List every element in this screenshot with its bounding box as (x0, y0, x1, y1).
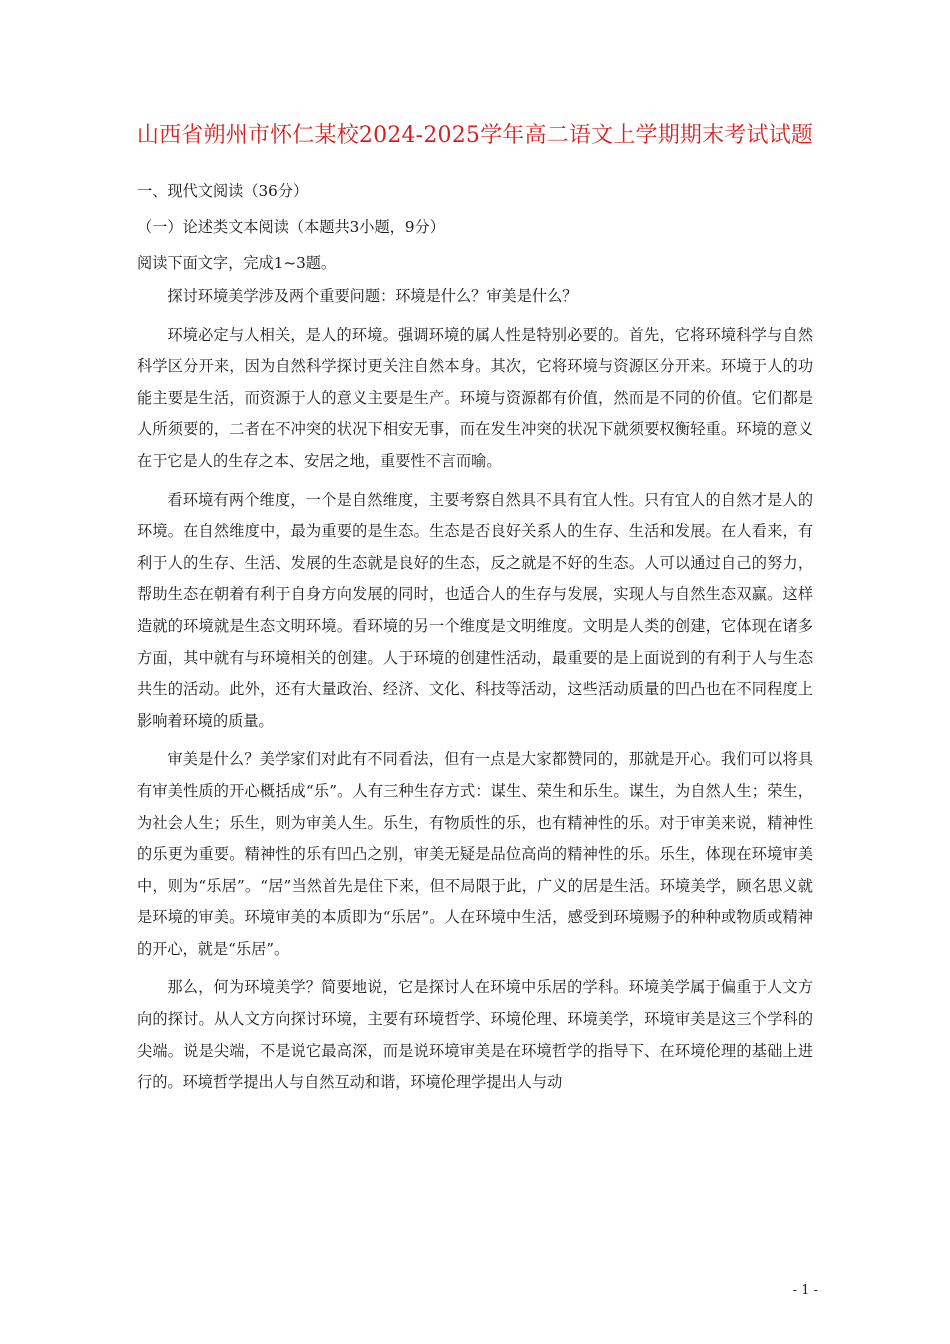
document-title: 山西省朔州市怀仁某校2024-2025学年高二语文上学期期末考试试题 (136, 123, 814, 148)
paragraph: 看环境有两个维度，一个是自然维度，主要考察自然具不具有宜人性。只有宜人的自然才是人的环境。在自然维度中，最为重要的是生态。生态是否良好关系人的生存、生活和发展。在人看来，有利于人的生存、生活、发展的生态就是良好的生态，反之就是不好的生态。人可以通过自己的努力，帮助生态在朝着有利于自身方向发展的同时，也适合人的生存与发展，实现人与自然生态双赢。这样造就的环境就是生态文明环境。看环境的另一个维度是文明维度。文明是人类的创建，它体现在诸多方面，其中就有与环境相关的创建。人于环境的创建性活动，最重要的是上面说到的有利于人与生态共生的活动。此外，还有大量政治、经济、文化、科技等活动，这些活动质量的凹凸也在不同程度上影响着环境的质量。 (137, 490, 813, 730)
subsection-heading: （一）论述类文本阅读（本题共3小题，9分） (137, 218, 445, 236)
paragraph: 环境必定与人相关，是人的环境。强调环境的属人性是特别必要的。首先，它将环境科学与自然科学区分开来，因为自然科学探讨更关注自然本身。其次，它将环境与资源区分开来。环境于人的功能主要是生活，而资源于人的意义主要是生产。环境与资源都有价值，然而是不同的价值。它们都是人所须要的，二者在不冲突的状况下相安无事，而在发生冲突的状况下就须要权衡轻重。环境的意义在于它是人的生存之本、安居之地，重要性不言而喻。 (137, 325, 813, 470)
document-body (137, 173, 813, 1099)
paragraph: 那么，何为环境美学？简要地说，它是探讨人在环境中乐居的学科。环境美学属于偏重于人文方向的探讨。从人文方向探讨环境，主要有环境哲学、环境伦理、环境美学，环境审美是这三个学科的尖端。说是尖端，不是说它最高深，而是说环境审美是在环境哲学的指导下、在环境伦理的基础上进行的。环境哲学提出人与自然互动和谐，环境伦理学提出人与动 (137, 978, 813, 1092)
page-number: - 1 - (792, 1283, 818, 1298)
paragraph: 审美是什么？美学家们对此有不同看法，但有一点是大家都赞同的，那就是开心。我们可以将具有审美性质的开心概括成“乐”。人有三种生存方式：谋生、荣生和乐生。谋生，为自然人生；荣生，为社会人生；乐生，则为审美人生。乐生，有物质性的乐，也有精神性的乐。对于审美来说，精神性的乐更为重要。精神性的乐有凹凸之别，审美无疑是品位高尚的精神性的乐。乐生，体现在环境审美中，则为“乐居”。“居”当然首先是住下来，但不局限于此，广义的居是生活。环境美学，顾名思义就是环境的审美。环境审美的本质即为“乐居”。人在环境中生活，感受到环境赐予的种种或物质或精神的开心，就是“乐居”。 (137, 750, 813, 958)
section-heading: 一、现代文阅读（36分） (137, 182, 309, 200)
reading-instruction: 阅读下面文字，完成1~3题。 (137, 254, 337, 272)
paragraph: 探讨环境美学涉及两个重要问题：环境是什么？审美是什么？ (167, 287, 578, 305)
